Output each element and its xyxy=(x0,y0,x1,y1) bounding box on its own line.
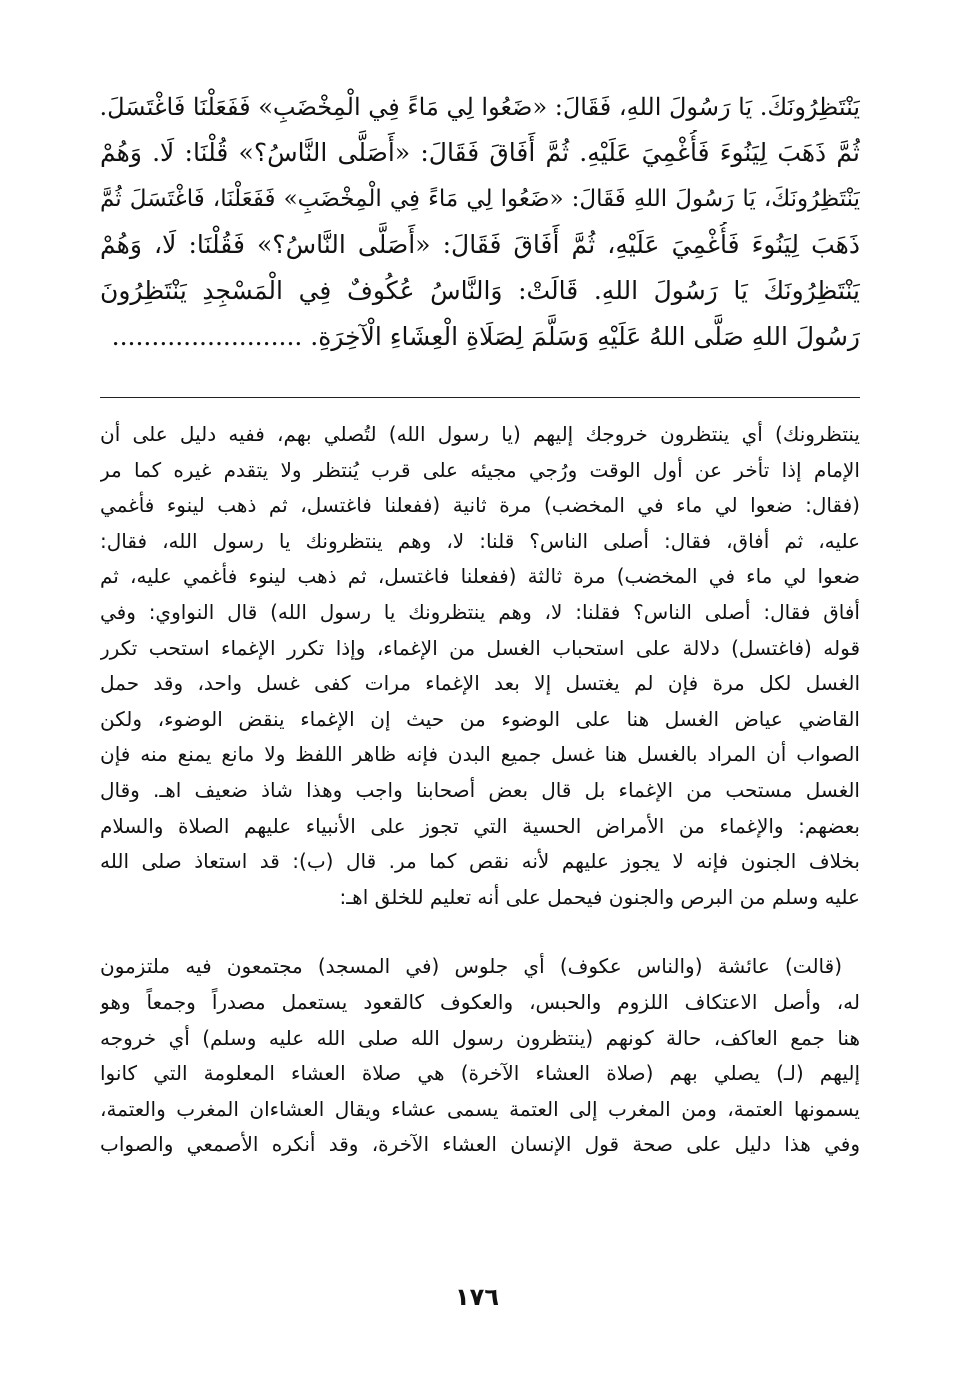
hadith-text xyxy=(100,84,860,360)
commentary-line: الغسل لكل مرة فإن لم يغتسل إلا بعد الإغماء مرات كفى غسل واحد، وقد حمل xyxy=(100,671,860,696)
commentary-line: عليه وسلم من البرص والجنون فيحمل على أنه تعليم للخلق اهـ: xyxy=(339,884,860,909)
commentary-line: ينتظرونك) أي ينتظرون خروجك إليهم (يا رسول الله) لتُصلي بهم، ففيه دليل على أن xyxy=(100,422,860,446)
commentary-line: القاضي عياض الغسل هنا على الوضوء من حيث إن الإغماء ينقض الوضوء، ولكن xyxy=(100,706,860,731)
hadith-line: ذَهَبَ لِيَنُوءَ فَأُغْمِيَ عَلَيْهِ، ثُمَّ أَفَاقَ فَقَالَ: «أَصَلَّى النَّاسُ؟» فَقُلْنَا: لَا، وَهُمْ xyxy=(100,230,860,259)
commentary-line: إليهم (لـ) يصلي بهم (صلاة العشاء الآخرة) هي صلاة العشاء المعلومة التي كانوا xyxy=(100,1061,860,1086)
commentary-line: له، وأصل الاعتكاف اللزوم والحبس، والعكوف كالقعود يستعمل مصدراً وجمعاً وهو xyxy=(100,989,860,1014)
commentary-line: (قالت) عائشة (والناس عكوف) أي جلوس (في المسجد) مجتمعون فيه ملتزمون xyxy=(100,954,842,979)
hadith-line: يَنْتَظِرُونَكَ. يَا رَسُولَ اللهِ، فَقَالَ: «ضَعُوا لِي مَاءً فِي الْمِخْضَبِ» فَفَعَلْنَا فَاغْتَسَلَ. xyxy=(100,93,860,121)
commentary-text xyxy=(100,417,860,1163)
commentary-line: هنا جمع العاكف، حالة كونهم (ينتظرون رسول الله صلى الله عليه وسلم) أي خروجه xyxy=(100,1025,860,1050)
hadith-line: رَسُولَ اللهِ صَلَّى اللهُ عَلَيْهِ وَسَلَّمَ لِصَلَاةِ الْعِشَاءِ الْآخِرَةِ. ........................ xyxy=(111,322,860,351)
commentary-line: قوله (فاغتسل) دلالة على استحباب الغسل من الإغماء، وإذا تكرر الإغماء استحب تكرر xyxy=(100,635,860,660)
commentary-line: يسمونها العتمة، ومن المغرب إلى العتمة يسمى عشاء ويقال العشاءان المغرب والعتمة، xyxy=(100,1096,860,1121)
hadith-line: ثُمَّ ذَهَبَ لِيَنُوءَ فَأُغْمِيَ عَلَيْهِ. ثُمَّ أَفَاقَ فَقَالَ: «أَصَلَّى النَّاسُ؟» قُلْنَا: لَا. وَهُمْ xyxy=(100,138,860,167)
commentary-line: بعضهم: والإغماء من الأمراض الحسية التي تجوز على الأنبياء عليهم الصلاة والسلام xyxy=(100,813,860,838)
commentary-line: الغسل مستحب من الإغماء بل قال بعض أصحابنا واجب وهذا شاذ ضعيف اهـ. وقال xyxy=(100,777,860,802)
commentary-line: الإمام إذا تأخر عن أول الوقت ورُجي مجيئه على قرب يُنتظر ولا يتقدم غيره كما مر xyxy=(100,457,860,482)
commentary-line: (فقال: ضعوا لي ماء في المخضب) مرة ثانية (ففعلنا فاغتسل، ثم ذهب لينوء فأغمي xyxy=(100,493,860,518)
commentary-line: ضعوا لي ماء في المخضب) مرة ثالثة (ففعلنا فاغتسل، ثم ذهب لينوء فأغمي عليه، ثم xyxy=(100,564,860,589)
commentary-line: الصواب أن المراد بالغسل هنا غسل جميع البدن فإنه ظاهر اللفظ ولا مانع يمنع منه فإن xyxy=(100,742,860,767)
hadith-line: يَنْتَظِرُونَكَ، يَا رَسُولَ اللهِ فَقَالَ: «ضَعُوا لِي مَاءً فِي الْمِخْضَبِ» فَفَعَلْنَا، فَاغْتَسَلَ ثُمَّ xyxy=(100,186,860,212)
page-number: ١٧٦ xyxy=(455,1283,499,1311)
hadith-line: يَنْتَظِرُونَكَ يَا رَسُولَ اللهِ. قَالَتْ: وَالنَّاسُ عُكُوفٌ فِي الْمَسْجِدِ يَنْتَظِرُونَ xyxy=(100,276,860,305)
commentary-line: عليه، ثم أفاق، فقال: أصلى الناس؟ قلنا: لا، وهم ينتظرونك يا رسول الله، فقال: xyxy=(100,528,860,553)
commentary-line: بخلاف الجنون فإنه لا يجوز عليهم لأنه نقص كما مر. قال (ب): قد استعاذ صلى الله xyxy=(100,849,860,874)
commentary-line: أفاق فقال: أصلى الناس؟ فقلنا: لا، وهم ينتظرونك يا رسول الله) قال النواوي: وفي xyxy=(100,599,860,624)
separator-rule xyxy=(100,397,860,398)
commentary-line: وفي هذا دليل على صحة قول الإنسان العشاء الآخرة، وقد أنكره الأصمعي والصواب xyxy=(100,1132,860,1157)
